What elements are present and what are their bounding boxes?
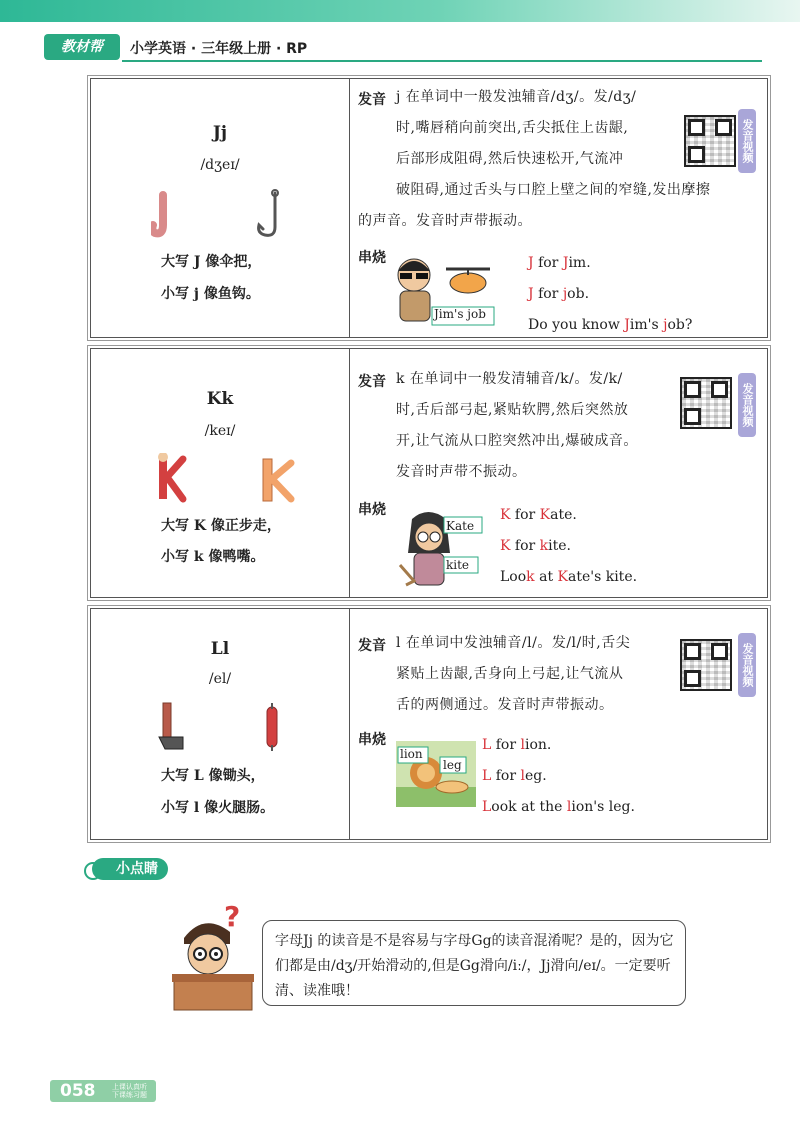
- letter-column: [91, 79, 350, 337]
- video-tag[interactable]: 发音视频: [738, 633, 756, 697]
- caption-line: 大写 J 像伞把，: [161, 254, 262, 270]
- panel-ll: [90, 608, 768, 840]
- pronunciation-line: 紧贴上齿龈,舌身向上弓起,让气流从: [396, 666, 624, 682]
- chant-label: 串烧: [358, 250, 386, 266]
- pronunciation-label: 发音: [358, 638, 386, 654]
- qr-code[interactable]: [684, 115, 736, 167]
- chant-label: 串烧: [358, 732, 386, 748]
- illustration-label: lion: [400, 747, 423, 761]
- tip-heading: 小点睛: [92, 858, 168, 880]
- pronunciation-line: 时,嘴唇稍向前突出,舌尖抵住上齿龈,: [396, 120, 629, 136]
- brand-logo: 教材帮: [44, 34, 120, 60]
- letter-title: Kk: [206, 389, 234, 409]
- hoe-sausage-illustration: [151, 701, 301, 755]
- chant-line-1: K for Kate.: [500, 507, 577, 523]
- chant-line-2: J for job.: [528, 286, 590, 302]
- page-number: 058: [60, 1081, 96, 1101]
- letter-ipa: /dʒeɪ/: [200, 157, 240, 173]
- chant-label: 串烧: [358, 502, 386, 518]
- chant-line-2: K for kite.: [500, 538, 571, 554]
- pronunciation-column: [350, 609, 767, 839]
- letter-ipa: /keɪ/: [204, 423, 236, 439]
- umbrella-fishhook-illustration: [151, 189, 301, 239]
- pronunciation-line: 的声音。发音时声带振动。: [358, 213, 532, 229]
- chant-line-3: Look at Kate's kite.: [500, 569, 638, 585]
- header-divider: [122, 60, 762, 62]
- pronunciation-line: l 在单词中发浊辅音/l/。发/l/时,舌尖: [396, 635, 631, 651]
- chant-line-2: L for leg.: [482, 768, 547, 784]
- pronunciation-column: [350, 79, 767, 337]
- caption-line: 大写 L 像锄头，: [161, 768, 265, 784]
- thinking-boy-illustration: [172, 898, 268, 1012]
- pronunciation-line: 后部形成阻碍,然后快速松开,气流冲: [396, 151, 624, 167]
- chant-line-1: L for lion.: [482, 737, 552, 753]
- footer-slogan: 上课认真听 下课练习题: [112, 1083, 147, 1099]
- letter-column: [91, 609, 350, 839]
- header-band: [0, 0, 800, 22]
- marching-duck-illustration: [151, 453, 301, 505]
- pronunciation-label: 发音: [358, 92, 386, 108]
- illustration-label: kite: [446, 558, 470, 572]
- pronunciation-line: 开,让气流从口腔突然冲出,爆破成音。: [396, 433, 638, 449]
- letter-title: Jj: [212, 123, 228, 143]
- pronunciation-column: [350, 349, 767, 597]
- video-tag[interactable]: 发音视频: [738, 373, 756, 437]
- chant-line-3: Do you know Jim's job?: [528, 317, 693, 333]
- caption-line: 小写 l 像火腿肠。: [161, 800, 275, 816]
- book-title: 小学英语 · 三年级上册 · RP: [130, 41, 308, 57]
- tip-text: 字母Jj 的读音是不是容易与字母Gg的读音混淆呢？是的，因为它们都是由/dʒ/开始滑动的,但是Gg滑向/iː/，Jj滑向/eɪ/。一定要听清、读准哦！: [275, 933, 674, 999]
- pronunciation-line: 破阻碍,通过舌头与口腔上壁之间的窄缝,发出摩擦: [396, 182, 711, 198]
- panel-jj: [90, 78, 768, 338]
- caption-line: 大写 K 像正步走，: [161, 518, 281, 534]
- illustration-label: leg: [443, 758, 462, 772]
- illustration-label: Kate: [446, 519, 475, 533]
- letter-ipa: /el/: [208, 671, 232, 687]
- video-tag[interactable]: 发音视频: [738, 109, 756, 173]
- letter-title: Ll: [210, 639, 230, 659]
- pronunciation-line: k 在单词中一般发清辅音/k/。发/k/: [396, 371, 623, 387]
- pronunciation-line: 舌的两侧通过。发音时声带振动。: [396, 697, 614, 713]
- illustration-label: Jim's job: [434, 307, 486, 321]
- caption-line: 小写 j 像鱼钩。: [161, 286, 260, 302]
- pronunciation-line: j 在单词中一般发浊辅音/dʒ/。发/dʒ/: [396, 89, 637, 105]
- pronunciation-line: 时,舌后部弓起,紧贴软腭,然后突然放: [396, 402, 629, 418]
- qr-code[interactable]: [680, 639, 732, 691]
- tip-speech-bubble: [262, 920, 686, 1006]
- qr-code[interactable]: [680, 377, 732, 429]
- panel-kk: [90, 348, 768, 598]
- chant-line-1: J for Jim.: [528, 255, 591, 271]
- pronunciation-line: 发音时声带不振动。: [396, 464, 527, 480]
- svg-text:?: ?: [224, 900, 241, 933]
- chant-line-3: Look at the lion's leg.: [482, 799, 635, 815]
- pronunciation-label: 发音: [358, 374, 386, 390]
- letter-column: [91, 349, 350, 597]
- caption-line: 小写 k 像鸭嘴。: [161, 549, 265, 565]
